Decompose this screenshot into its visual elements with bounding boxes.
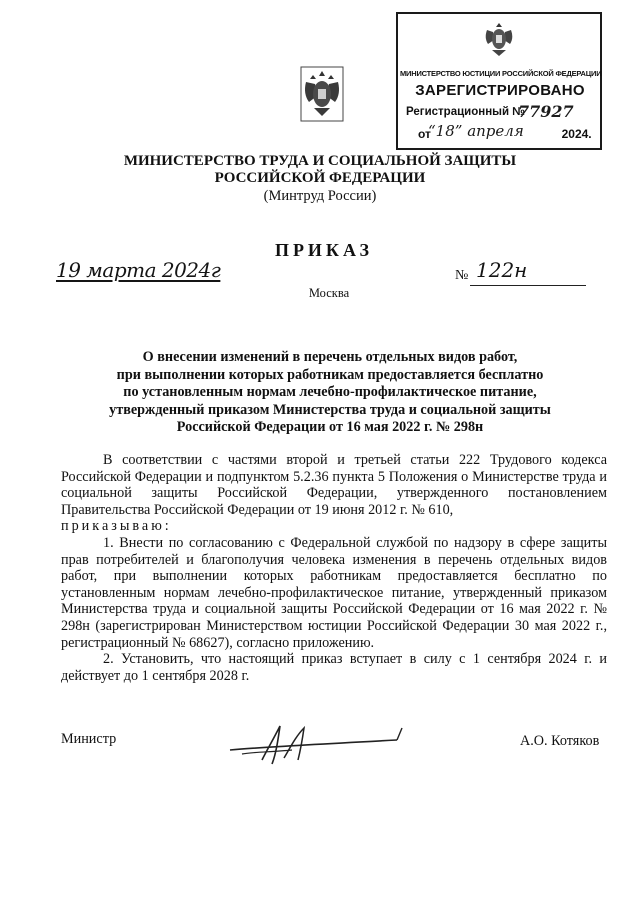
order-number-label: №	[455, 268, 469, 283]
title-line-3: по установленным нормам лечебно-профилактическое питание,	[123, 384, 537, 400]
coat-of-arms-icon	[482, 20, 516, 58]
stamp-date-handwritten: “18” апреля	[428, 122, 524, 140]
document-type: ПРИКАЗ	[274, 240, 374, 260]
title-line-1: О внесении изменений в перечень отдельных видов работ,	[142, 349, 518, 365]
title-line-5: Российской Федерации от 16 мая 2022 г. № 298н	[176, 419, 484, 435]
order-date-handwritten: 19 марта 2024г	[56, 258, 221, 282]
signatory-name: А.О. Котяков	[520, 733, 600, 749]
stamp-ministry: МИНИСТЕРСТВО ЮСТИЦИИ РОССИЙСКОЙ ФЕДЕРАЦИИ	[400, 69, 602, 78]
document-title	[60, 349, 600, 437]
title-line-2: при выполнении которых работникам предоставляется бесплатно	[116, 366, 544, 383]
registration-stamp	[396, 12, 602, 150]
ministry-line-2: РОССИЙСКОЙ ФЕДЕРАЦИИ	[214, 170, 426, 186]
stamp-registered: ЗАРЕГИСТРИРОВАНО	[415, 82, 585, 99]
preamble-paragraph: В соответствии с частями второй и третьей статьи 222 Трудового кодекса Российской Федерации и подпунктом 5.2.36 пункта 5 Положения о Министерстве труда и социальной защиты Российской Федерации, утвержденного постановлением Правительства Российской Федерации от 19 июня 2012 г. № 610,	[61, 452, 607, 518]
order-word: приказываю:	[61, 518, 172, 535]
ministry-line-1: МИНИСТЕРСТВО ТРУДА И СОЦИАЛЬНОЙ ЗАЩИТЫ	[123, 153, 517, 169]
double-headed-eagle-icon	[300, 66, 344, 122]
document-body	[61, 452, 607, 684]
ministry-name	[0, 153, 640, 187]
stamp-date-prefix: от	[418, 127, 431, 141]
ministry-short-name: (Минтруд России)	[263, 188, 377, 204]
stamp-date-year: 2024.	[561, 127, 592, 141]
signatory-title: Министр	[61, 731, 117, 747]
stamp-number-label: Регистрационный №	[406, 106, 526, 118]
item-2-paragraph: 2. Установить, что настоящий приказ вступает в силу с 1 сентября 2024 г. и действует до 1 сентября 2028 г.	[61, 651, 607, 684]
order-number-handwritten: 122н	[476, 258, 528, 282]
city: Москва	[308, 286, 350, 300]
item-1-paragraph: 1. Внести по согласованию с Федеральной службой по надзору в сфере защиты прав потребителей и благополучия человека изменения в перечень отдельных видов работ, при выполнении которых работникам предоставляется бесплатно по установленным нормам лечебно-профилактическое питание, утвержденный приказом Министерства труда и социальной защиты Российской Федерации от 16 мая 2022 г. № 298н (зарегистрирован Министерством юстиции Российской Федерации 30 мая 2022 г., регистрационный № 68627), согласно приложению.	[61, 534, 607, 651]
title-line-4: утвержденный приказом Министерства труда и социальной защиты	[109, 401, 551, 418]
handwritten-signature	[222, 720, 412, 768]
stamp-number-value: 77927	[518, 102, 574, 121]
